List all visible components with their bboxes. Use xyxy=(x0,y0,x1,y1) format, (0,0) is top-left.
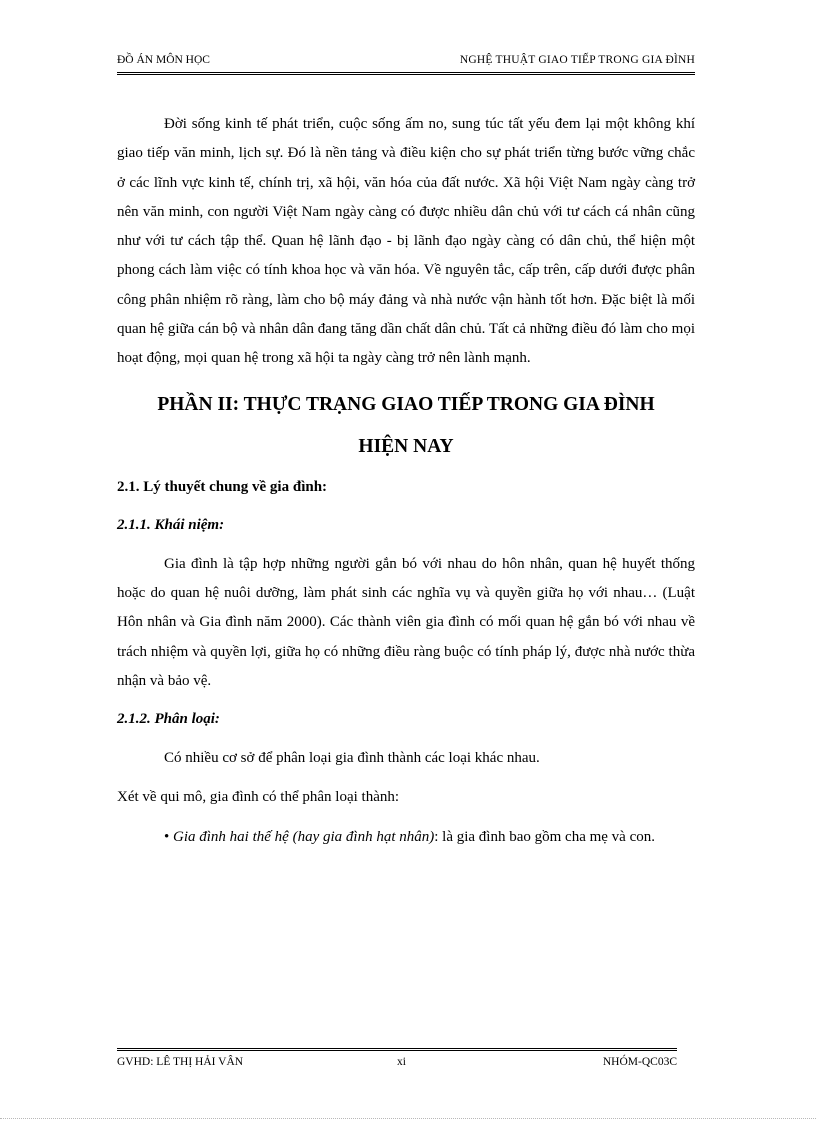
header-course-title: ĐỒ ÁN MÔN HỌC xyxy=(117,54,210,66)
footer-group: NHÓM-QC03C xyxy=(602,1056,677,1068)
footer-advisor: GVHD: LÊ THỊ HẢI VÂN xyxy=(117,1056,244,1068)
page-break-divider xyxy=(0,1118,816,1119)
scale-line: Xét về qui mô, gia đình có thể phân loại thành: xyxy=(117,789,400,806)
bullet-icon: • xyxy=(164,828,170,845)
section-heading-2-1-2: 2.1.2. Phân loại: xyxy=(117,711,220,728)
part-heading-line-2: HIỆN NAY xyxy=(358,435,454,457)
bullet-description: : là gia đình bao gồm cha mẹ và con. xyxy=(434,828,656,845)
intro-paragraph: Đời sống kinh tế phát triển, cuộc sống ấm no, sung túc tất yếu đem lại một không khí giao tiếp văn minh, lịch sự. Đó là nền tảng và điều kiện cho sự phát triển từng bước vững chắc ở các lĩnh vực kinh tế, chính trị, xã hội, văn hóa của đất nước. Xã hội Việt Nam ngày càng trở nên văn minh, con người Việt Nam ngày càng có được nhiều dân chủ với tư cách cá nhân cũng như với tư cách tập thể. Quan hệ lãnh đạo - bị lãnh đạo ngày càng có dân chủ, thể hiện một phong cách làm việc có tính khoa học và văn hóa. Về nguyên tắc, cấp trên, cấp dưới được phân công phân nhiệm rõ ràng, làm cho bộ máy đảng và nhà nước vận hành tốt hơn. Đặc biệt là mối quan hệ giữa cán bộ và nhân dân đang tăng dần chất dân chủ. Tất cả những điều đó làm cho mọi hoạt động, mọi quan hệ trong xã hội ta ngày càng trở nên lành mạnh. xyxy=(117,116,695,367)
part-heading-line-1: PHẦN II: THỰC TRẠNG GIAO TIẾP TRONG GIA ĐÌNH xyxy=(157,393,655,415)
section-heading-2-1: 2.1. Lý thuyết chung về gia đình: xyxy=(117,478,328,495)
concept-paragraph: Gia đình là tập hợp những người gắn bó với nhau do hôn nhân, quan hệ huyết thống hoặc do quan hệ nuôi dưỡng, làm phát sinh các nghĩa vụ và quyền giữa họ với nhau… (Luật Hôn nhân và Gia đình năm 2000). Các thành viên gia đình có mối quan hệ gắn bó với nhau về trách nhiệm và quyền lợi, giữa họ có những điều ràng buộc có tính pháp lý, được nhà nước thừa nhận và bảo vệ. xyxy=(117,555,695,689)
footer-page-number: xi xyxy=(397,1056,406,1068)
page-header xyxy=(117,52,695,75)
list-item xyxy=(117,823,695,852)
page-footer xyxy=(117,1048,677,1073)
part-heading xyxy=(117,384,695,468)
section-heading-2-1-1: 2.1.1. Khái niệm: xyxy=(117,516,225,533)
bullet-term: Gia đình hai thế hệ (hay gia đình hạt nhân) xyxy=(173,828,435,845)
classification-paragraph: Có nhiều cơ sở để phân loại gia đình thành các loại khác nhau. xyxy=(164,750,540,767)
header-document-title: NGHỆ THUẬT GIAO TIẾP TRONG GIA ĐÌNH xyxy=(459,54,695,66)
page-content xyxy=(117,110,695,852)
